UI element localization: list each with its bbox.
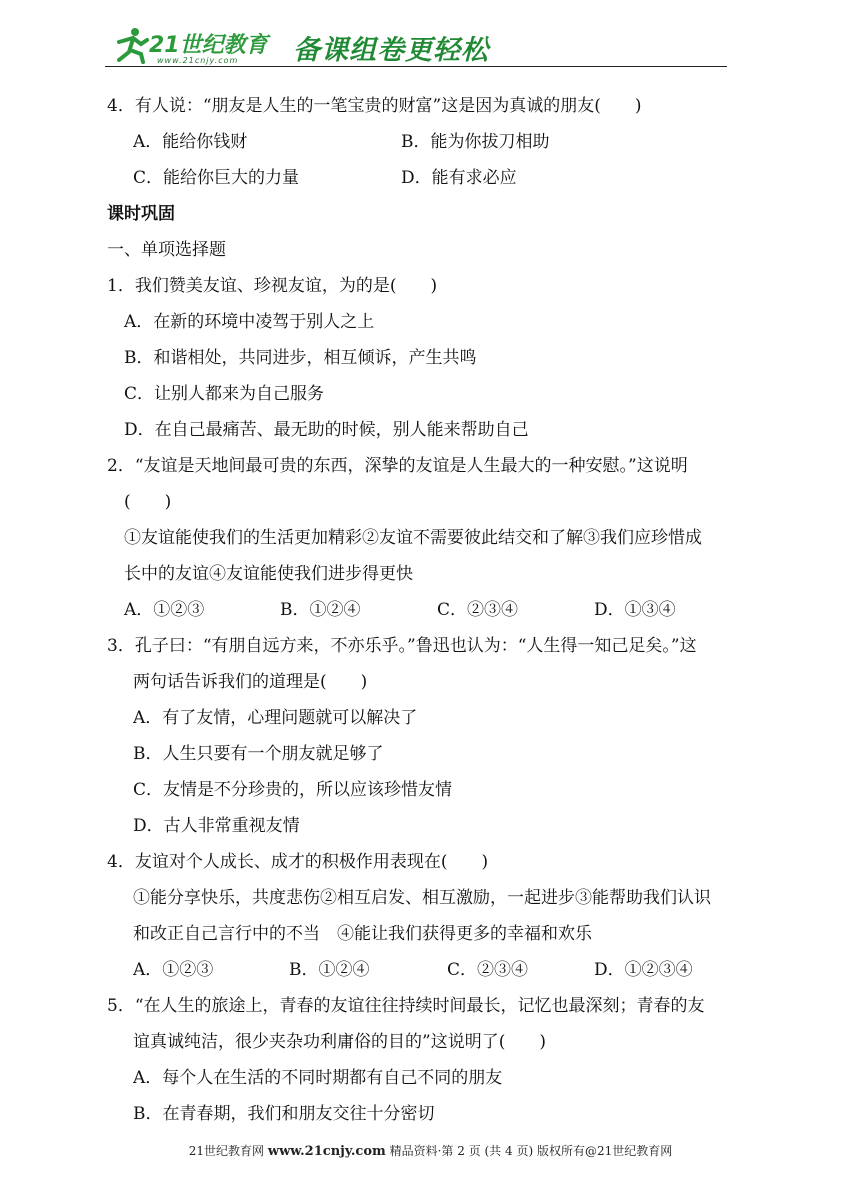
q2-option-d: D．①③④ bbox=[594, 600, 676, 620]
page-footer bbox=[0, 1142, 861, 1159]
q3-option-c: C．友情是不分珍贵的，所以应该珍惜友情 bbox=[133, 780, 453, 800]
q4-option-b: B．①②④ bbox=[289, 960, 370, 980]
intro-option-a: A．能给你钱财 bbox=[133, 132, 248, 152]
footer-site: 21世纪教育网 bbox=[188, 1144, 265, 1158]
q2-stem-line2: ( ) bbox=[124, 492, 172, 512]
q3-stem-line2: 两句话告诉我们的道理是( ) bbox=[133, 672, 368, 692]
q4-option-d: D．①②③④ bbox=[594, 960, 693, 980]
q1-option-a: A．在新的环境中凌驾于别人之上 bbox=[124, 312, 375, 332]
intro-option-b: B．能为你拔刀相助 bbox=[401, 132, 550, 152]
q5-stem-line2: 谊真诚纯洁，很少夹杂功利庸俗的目的”这说明了( ) bbox=[133, 1032, 546, 1052]
q3-option-a: A．有了友情，心理问题就可以解决了 bbox=[133, 708, 418, 728]
q2-statements-line2: 长中的友谊④友谊能使我们进步得更快 bbox=[124, 564, 413, 584]
q2-stem-line1: 2．“友谊是天地间最可贵的东西，深挚的友谊是人生最大的一种安慰。”这说明 bbox=[107, 456, 688, 476]
q4-option-c: C．②③④ bbox=[447, 960, 529, 980]
runner-logo-icon bbox=[111, 26, 151, 64]
intro-question-stem: 4．有人说：“朋友是人生的一笔宝贵的财富”这是因为真诚的朋友( ) bbox=[107, 96, 642, 116]
logo-text: 21世纪教育 bbox=[149, 33, 268, 58]
logo-url: www.21cnjy.com bbox=[157, 56, 239, 65]
q5-option-a: A．每个人在生活的不同时期都有自己不同的朋友 bbox=[133, 1068, 503, 1088]
q3-option-b: B．人生只要有一个朋友就足够了 bbox=[133, 744, 384, 764]
q5-option-b: B．在青春期，我们和朋友交往十分密切 bbox=[133, 1104, 435, 1124]
header-slogan: 备课组卷更轻松 bbox=[293, 35, 489, 66]
footer-url[interactable]: www.21cnjy.com bbox=[267, 1144, 386, 1159]
intro-option-c: C．能给你巨大的力量 bbox=[133, 168, 300, 188]
q4-statements-line1: ①能分享快乐，共度悲伤②相互启发、相互激励，一起进步③能帮助我们认识 bbox=[133, 888, 711, 908]
q3-option-d: D．古人非常重视友情 bbox=[133, 816, 300, 836]
q2-statements-line1: ①友谊能使我们的生活更加精彩②友谊不需要彼此结交和了解③我们应珍惜成 bbox=[124, 528, 702, 548]
q1-option-b: B．和谐相处，共同进步，相互倾诉，产生共鸣 bbox=[124, 348, 477, 368]
q2-option-b: B．①②④ bbox=[280, 600, 361, 620]
section-title: 课时巩固 bbox=[107, 204, 175, 224]
q4-option-a: A．①②③ bbox=[133, 960, 214, 980]
footer-page-info: 精品资料·第 2 页 (共 4 页) 版权所有@21世纪教育网 bbox=[389, 1144, 673, 1158]
header-divider bbox=[105, 66, 727, 67]
q1-option-d: D．在自己最痛苦、最无助的时候，别人能来帮助自己 bbox=[124, 420, 529, 440]
q1-stem: 1．我们赞美友谊、珍视友谊，为的是( ) bbox=[107, 276, 438, 296]
q4-statements-line2: 和改正自己言行中的不当 ④能让我们获得更多的幸福和欢乐 bbox=[133, 924, 592, 944]
q2-option-c: C．②③④ bbox=[437, 600, 519, 620]
q5-stem-line1: 5．“在人生的旅途上，青春的友谊往往持续时间最长，记忆也最深刻；青春的友 bbox=[107, 996, 705, 1016]
q3-stem-line1: 3．孔子曰：“有朋自远方来，不亦乐乎。”鲁迅也认为：“人生得一知己足矣。”这 bbox=[107, 636, 697, 656]
intro-option-d: D．能有求必应 bbox=[401, 168, 517, 188]
part-title: 一、单项选择题 bbox=[107, 240, 226, 260]
q1-option-c: C．让别人都来为自己服务 bbox=[124, 384, 325, 404]
q4-stem: 4．友谊对个人成长、成才的积极作用表现在( ) bbox=[107, 852, 489, 872]
q2-option-a: A．①②③ bbox=[124, 600, 205, 620]
page-header bbox=[105, 22, 727, 72]
